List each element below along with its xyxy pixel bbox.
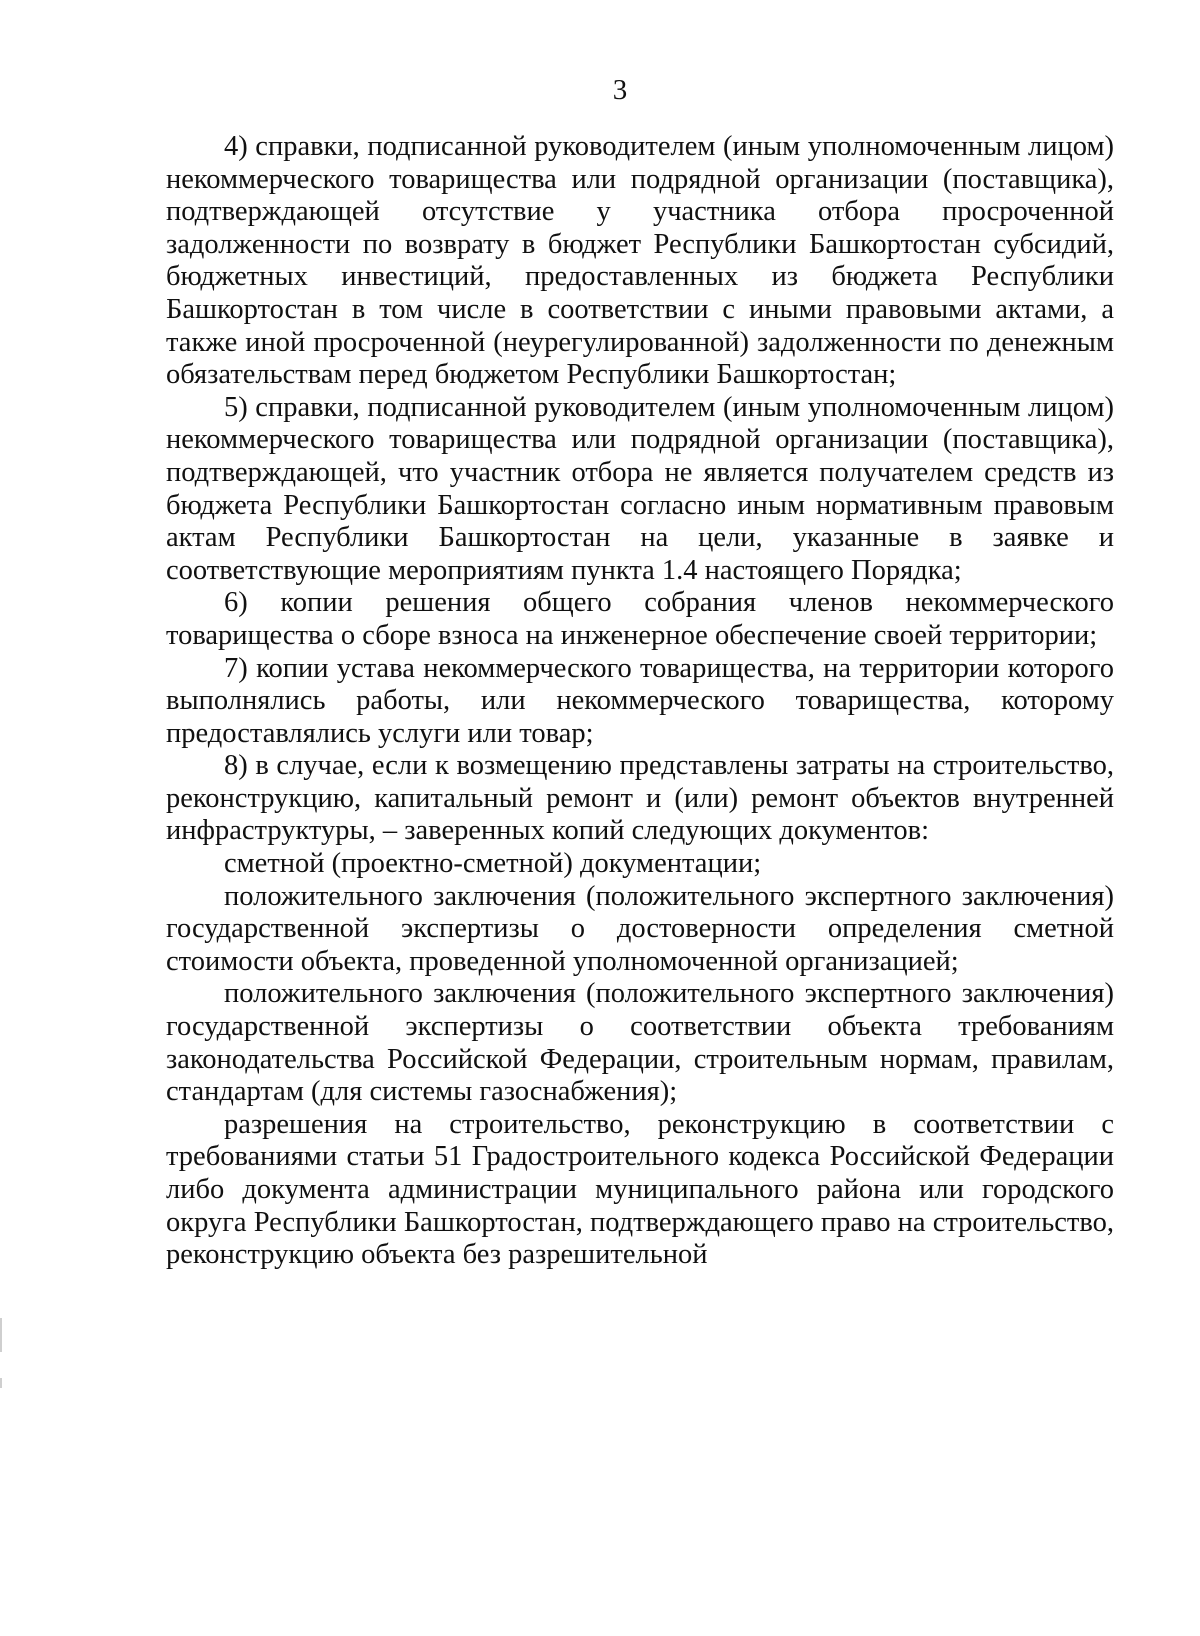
scan-edge-mark: [0, 1318, 2, 1352]
paragraph-compliance-expertise: положительного заключения (положительного экспертного заключения) государственной экспертизы о соответствии объекта требованиям законодательства Российской Федерации, строительным нормам, правилам, стандартам (для системы газоснабжения);: [166, 978, 1114, 1108]
page-number: 3: [612, 74, 628, 106]
paragraph-item-8: 8) в случае, если к возмещению представлены затраты на строительство, реконструкцию, капитальный ремонт и (или) ремонт объектов внутренней инфраструктуры, – заверенных копий следующих документов:: [166, 750, 1114, 847]
paragraph-item-4: 4) справки, подписанной руководителем (иным уполномоченным лицом) некоммерческого товарищества или подрядной организации (поставщика), подтверждающей отсутствие у участника отбора просроченной задолженности по возврату в бюджет Республики Башкортостан субсидий, бюджетных инвестиций, предоставленных из бюджета Республики Башкортостан в том числе в соответствии с иными правовыми актами, а также иной просроченной (неурегулированной) задолженности по денежным обязательствам перед бюджетом Республики Башкортостан;: [166, 131, 1114, 391]
paragraph-estimate-docs: сметной (проектно-сметной) документации;: [224, 848, 762, 880]
scan-edge-mark: [0, 1378, 2, 1388]
paragraph-item-7: 7) копии устава некоммерческого товарищества, на территории которого выполнялись работы, или некоммерческого товарищества, которому предоставлялись услуги или товар;: [166, 652, 1114, 749]
paragraph-construction-permit: разрешения на строительство, реконструкцию в соответствии с требованиями статьи 51 Градостроительного кодекса Российской Федерации либо документа администрации муниципального района или городского округа Республики Башкортостан, подтверждающего право на строительство, реконструкцию объекта без разрешительной: [166, 1108, 1114, 1271]
paragraph-item-6: 6) копии решения общего собрания членов некоммерческого товарищества о сборе взноса на инженерное обеспечение своей территории;: [166, 587, 1114, 651]
paragraph-cost-expertise: положительного заключения (положительного экспертного заключения) государственной экспертизы о достоверности определения сметной стоимости объекта, проведенной уполномоченной организацией;: [166, 880, 1114, 977]
paragraph-item-5: 5) справки, подписанной руководителем (иным уполномоченным лицом) некоммерческого товарищества или подрядной организации (поставщика), подтверждающей, что участник отбора не является получателем средств из бюджета Республики Башкортостан согласно иным нормативным правовым актам Республики Башкортостан на цели, указанные в заявке и соответствующие мероприятиям пункта 1.4 настоящего Порядка;: [166, 391, 1114, 586]
document-body: [166, 131, 1114, 1272]
